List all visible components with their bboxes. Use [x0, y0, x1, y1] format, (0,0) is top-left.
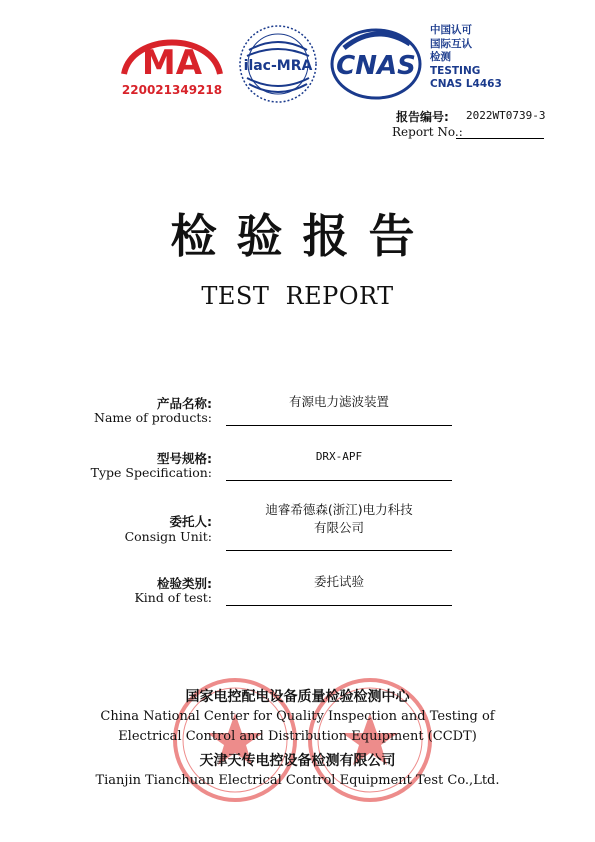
kind-value: 委托试验: [313, 574, 364, 589]
kind-underline: [226, 605, 452, 606]
org1-name-en-line2: Electrical Control and Distribution Equipment (CCDT): [118, 729, 477, 744]
title-cn: 检验报告: [170, 209, 435, 263]
cnas-line: 国际互认: [430, 37, 472, 50]
report-number-label-en: Report No.:: [392, 125, 463, 139]
cma-logo: [118, 24, 226, 100]
org1-name-en-line1: China National Center for Quality Inspection and Testing of: [100, 709, 495, 724]
cnas-logo: [330, 26, 422, 102]
cma-code: 220021349218: [121, 83, 223, 97]
ilac-mra-logo: [233, 24, 323, 106]
svg-text:ilac-MRA: ilac-MRA: [243, 58, 313, 74]
kind-label-en: Kind of test:: [134, 590, 212, 605]
type-label-cn: 型号规格:: [157, 451, 212, 466]
cnas-line: TESTING: [430, 64, 481, 77]
consignor-label-cn: 委托人:: [169, 514, 212, 529]
consignor-underline: [226, 550, 452, 551]
cnas-mark: CNAS: [336, 51, 416, 81]
title-en: TEST REPORT: [201, 282, 394, 310]
svg-text:MA: MA: [141, 43, 203, 83]
type-value: DRX-APF: [315, 450, 363, 463]
org1-name-cn: 国家电控配电设备质量检验检测中心: [185, 689, 410, 705]
product-underline: [226, 425, 452, 426]
cnas-line: 检测: [430, 51, 451, 63]
report-number-label-cn: 报告编号:: [396, 110, 449, 124]
kind-label-cn: 检验类别:: [157, 576, 212, 591]
type-label-en: Type Specification:: [90, 465, 212, 480]
product-value: 有源电力滤波装置: [288, 394, 389, 409]
org2-name-cn: 天津天传电控设备检测有限公司: [199, 753, 396, 769]
product-label-cn: 产品名称:: [157, 396, 212, 411]
report-number-value: 2022WT0739-3: [466, 109, 546, 122]
consignor-label-en: Consign Unit:: [124, 529, 212, 544]
type-underline: [226, 480, 452, 481]
cnas-accreditation-text: [430, 24, 502, 92]
cnas-line: 中国认可: [430, 24, 472, 36]
org2-name-en: Tianjin Tianchuan Electrical Control Equipment Test Co.,Ltd.: [95, 773, 500, 788]
report-number-underline: [456, 138, 544, 139]
consignor-value-line2: 有限公司: [313, 520, 364, 535]
cnas-line: CNAS L4463: [430, 78, 502, 90]
consignor-value-line1: 迪睿希德森(浙江)电力科技: [265, 502, 413, 517]
product-label-en: Name of products:: [94, 410, 212, 425]
